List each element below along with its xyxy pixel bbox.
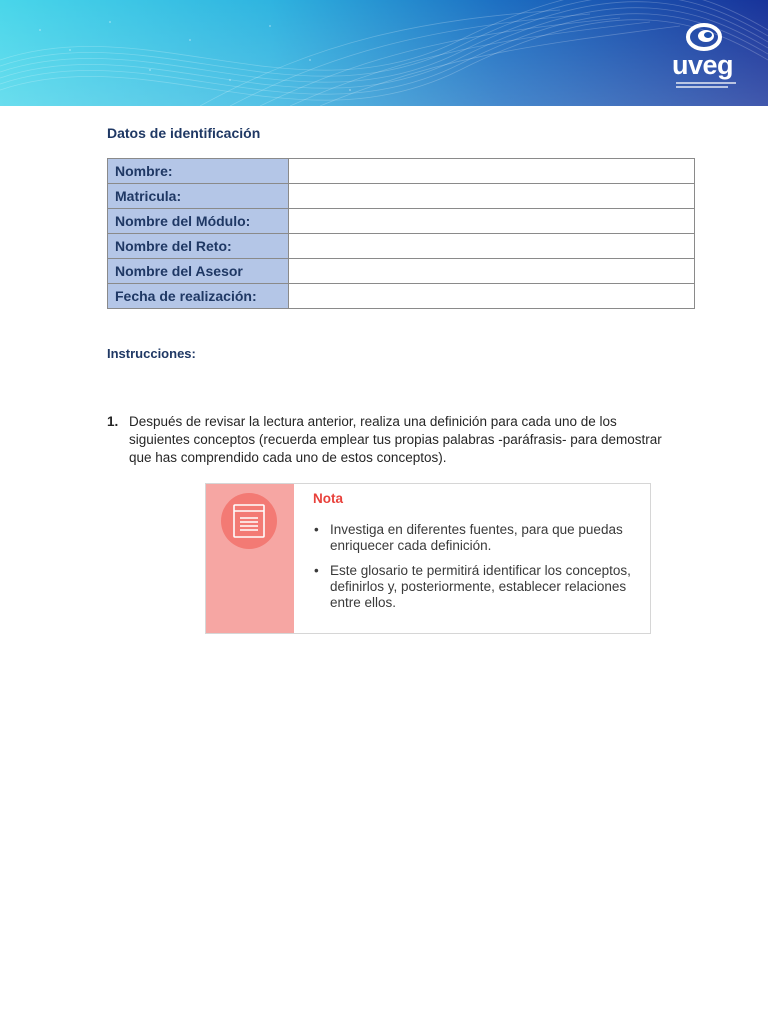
row-label-nombre: Nombre: [108,159,289,184]
header-wave-graphic [0,0,768,106]
bullet-icon: • [314,522,319,537]
row-label-reto: Nombre del Reto: [108,234,289,259]
table-row [108,259,695,284]
row-label-modulo: Nombre del Módulo: [108,209,289,234]
note-bullet-list [313,522,643,620]
bullet-icon: • [314,563,319,578]
note-side-panel [206,484,294,633]
row-label-asesor: Nombre del Asesor [108,259,289,284]
instructions-title: Instrucciones: [107,346,196,361]
row-value-modulo[interactable] [289,209,695,234]
identification-title: Datos de identificación [107,125,261,141]
table-row [108,284,695,309]
note-bullet-text: Este glosario te permitirá identificar los conceptos, definirlos y, posteriormente, establecer relaciones entre ellos. [330,563,631,610]
identification-table [107,158,695,309]
note-box [205,483,651,634]
table-row [108,159,695,184]
row-label-fecha: Fecha de realización: [108,284,289,309]
table-row [108,209,695,234]
logo-tagline-line [676,82,736,84]
table-row [108,184,695,209]
uveg-logo-text: uveg [672,50,734,80]
note-bullet-item [313,563,643,611]
row-value-nombre[interactable] [289,159,695,184]
note-bullet-text: Investiga en diferentes fuentes, para que puedas enriquecer cada definición. [330,522,623,553]
row-value-fecha[interactable] [289,284,695,309]
note-bullet-item [313,522,643,554]
instruction-text: Después de revisar la lectura anterior, realiza una definición para cada uno de los siguientes conceptos (recuerda emplear tus propias palabras -paráfrasis- para demostrar que has comprendido cada uno de estos conceptos). [129,414,662,465]
instruction-number: 1. [107,414,119,429]
logo-tagline-line [676,86,728,88]
row-label-matricula: Matricula: [108,184,289,209]
instruction-item [107,413,667,467]
note-title: Nota [313,491,343,506]
row-value-matricula[interactable] [289,184,695,209]
row-value-reto[interactable] [289,234,695,259]
table-row [108,234,695,259]
uveg-logo [672,22,748,90]
document-icon [233,504,265,538]
page-header-banner [0,0,768,106]
uveg-logo-swirl-icon [684,22,724,52]
row-value-asesor[interactable] [289,259,695,284]
note-icon-circle [221,493,277,549]
